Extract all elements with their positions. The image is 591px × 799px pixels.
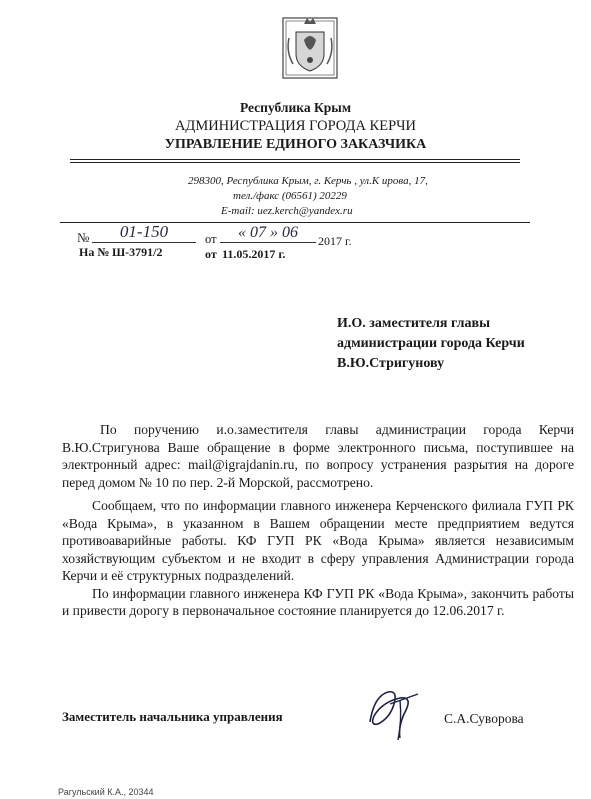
body-paragraph-2: Сообщаем, что по информации главного инженера Керченского филиала ГУП РК «Вода Крыма», в указанном в Вашем обращении месте предприятием ведутся противоаварийные работы. КФ ГУП РК «Вода Крыма» является независимым хозяйствующим субъектом и не входит в сферу управления Администрации города Керчи и её структурных подразделений.: [62, 498, 574, 583]
signatory-name: С.А.Суворова: [444, 711, 524, 726]
outgoing-date-value: « 07 » 06: [220, 224, 316, 243]
administration-title: АДМИНИСТРАЦИЯ ГОРОДА КЕРЧИ: [174, 118, 417, 134]
region-title: Республика Крым: [239, 100, 352, 115]
executor-line: Рагульский К.А., 20344: [58, 787, 154, 797]
outgoing-number-label: №: [77, 230, 90, 245]
reply-number-label: На №: [79, 245, 110, 259]
signatory-position: Заместитель начальника управления: [62, 709, 283, 724]
recipient-title: И.О. заместителя главы: [337, 316, 490, 331]
recipient-name: В.Ю.Стригунову: [337, 356, 445, 371]
reply-number-value: Ш-3791/2: [112, 245, 163, 259]
letter-body: [62, 421, 574, 620]
address-line: 298300, Республика Крым, г. Керчь , ул.К ирова, 17,: [188, 175, 428, 187]
outgoing-number-value: 01-150: [92, 222, 196, 243]
coat-of-arms-emblem: [282, 12, 338, 80]
reply-date-label: от: [205, 247, 217, 261]
recipient-block: [337, 314, 525, 374]
body-paragraph-3: По информации главного инженера КФ ГУП РК «Вода Крыма», закончить работы и привести дорогу в первоначальное состояние планируется до 12.06.2017 г.: [62, 585, 574, 618]
outgoing-date-label: от: [205, 232, 217, 246]
department-title: УПРАВЛЕНИЕ ЕДИНОГО ЗАКАЗЧИКА: [164, 137, 427, 152]
handwritten-signature: [360, 682, 436, 744]
recipient-org: администрации города Керчи: [337, 336, 525, 351]
outgoing-year: 2017 г.: [318, 234, 352, 248]
reply-date-value: 11.05.2017 г.: [222, 247, 286, 261]
email-line: E-mail: uez.kerch@yandex.ru: [221, 205, 353, 217]
letterhead-divider-top: [70, 159, 520, 160]
letterhead-divider-bottom: [70, 162, 520, 163]
body-paragraph-1: По поручению и.о.заместителя главы администрации города Керчи В.Ю.Стригунова Ваше обращение в форме электронного письма, поступившее на электронный адрес: mail@igrajdanin.ru, по вопросу устранения разрытия на дороге перед домом № 10 по пер. 2-й Морской, рассмотрено.: [62, 422, 574, 490]
phone-line: тел./факс (06561) 20229: [233, 190, 347, 202]
